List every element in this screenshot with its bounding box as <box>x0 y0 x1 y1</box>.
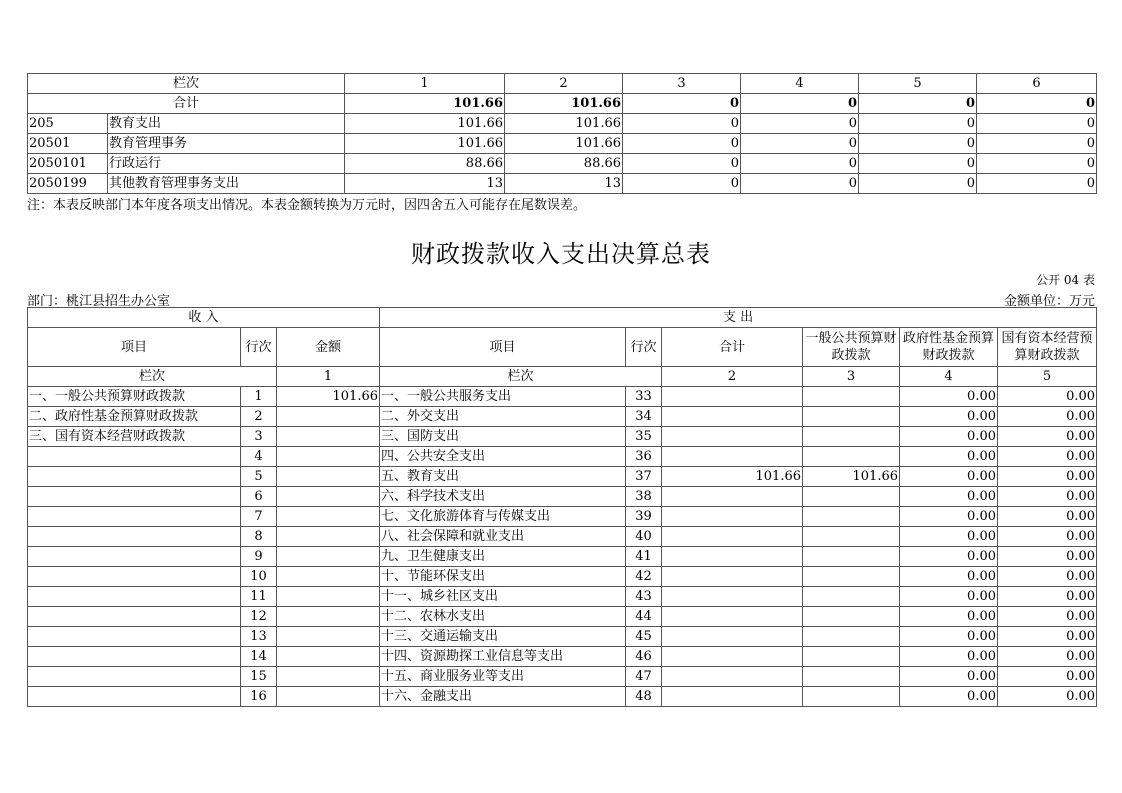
row-value: 13 <box>505 174 623 194</box>
gov-fund-value: 0.00 <box>900 487 998 507</box>
income-item <box>28 467 241 487</box>
expense-item: 十五、商业服务业等支出 <box>380 667 626 687</box>
table-row <box>28 134 1097 154</box>
expense-line: 34 <box>626 407 662 427</box>
expense-line: 39 <box>626 507 662 527</box>
department-label: 部门：桃江县招生办公室 <box>27 294 171 309</box>
income-line: 2 <box>241 407 277 427</box>
income-amount <box>277 507 380 527</box>
income-amount <box>277 407 380 427</box>
expense-item: 十一、城乡社区支出 <box>380 587 626 607</box>
expense-line: 43 <box>626 587 662 607</box>
table-row <box>28 507 1097 527</box>
expense-line: 44 <box>626 607 662 627</box>
row-value: 0 <box>859 174 977 194</box>
index-label: 栏次 <box>28 74 345 94</box>
row-name: 行政运行 <box>108 154 345 174</box>
row-value: 0 <box>741 174 859 194</box>
table-row <box>28 607 1097 627</box>
income-item <box>28 627 241 647</box>
expense-line: 35 <box>626 427 662 447</box>
state-capital-value: 0.00 <box>998 467 1097 487</box>
general-budget-value <box>803 407 900 427</box>
expense-item: 十、节能环保支出 <box>380 567 626 587</box>
gov-fund-value: 0.00 <box>900 427 998 447</box>
expense-item: 十二、农林水支出 <box>380 607 626 627</box>
table-row <box>28 687 1097 707</box>
income-amount <box>277 627 380 647</box>
income-amount: 101.66 <box>277 387 380 407</box>
gov-fund-value: 0.00 <box>900 587 998 607</box>
col-expense-line: 行次 <box>626 328 662 367</box>
expense-line: 46 <box>626 647 662 667</box>
income-amount <box>277 487 380 507</box>
income-header: 收 入 <box>28 308 380 328</box>
expense-total <box>662 507 803 527</box>
income-item <box>28 487 241 507</box>
income-line: 6 <box>241 487 277 507</box>
income-line: 8 <box>241 527 277 547</box>
expense-line: 42 <box>626 567 662 587</box>
gov-fund-value: 0.00 <box>900 647 998 667</box>
income-item: 三、国有资本经营财政拨款 <box>28 427 241 447</box>
expense-item: 十四、资源勘探工业信息等支出 <box>380 647 626 667</box>
table-note: 注：本表反映部门本年度各项支出情况。本表金额转换为万元时，因四舍五入可能存在尾数误差。 <box>27 198 587 213</box>
income-item <box>28 507 241 527</box>
row-value: 0 <box>623 174 741 194</box>
income-item <box>28 547 241 567</box>
expense-total <box>662 667 803 687</box>
total-value: 101.66 <box>505 94 623 114</box>
row-value: 0 <box>623 154 741 174</box>
expense-total <box>662 447 803 467</box>
table-row <box>28 387 1097 407</box>
expense-total <box>662 627 803 647</box>
expense-line: 38 <box>626 487 662 507</box>
expense-item: 八、社会保障和就业支出 <box>380 527 626 547</box>
income-line: 11 <box>241 587 277 607</box>
row-name: 教育支出 <box>108 114 345 134</box>
index-4: 4 <box>741 74 859 94</box>
row-value: 0 <box>741 154 859 174</box>
row-value: 0 <box>623 134 741 154</box>
expense-detail-table <box>27 73 1097 194</box>
index-2: 2 <box>662 367 803 387</box>
state-capital-value: 0.00 <box>998 547 1097 567</box>
table-row <box>28 114 1097 134</box>
row-value: 0 <box>977 114 1097 134</box>
row-value: 0 <box>977 174 1097 194</box>
general-budget-value <box>803 607 900 627</box>
row-value: 13 <box>345 174 505 194</box>
row-value: 88.66 <box>345 154 505 174</box>
income-item <box>28 607 241 627</box>
table-row <box>28 647 1097 667</box>
expense-item: 一、一般公共服务支出 <box>380 387 626 407</box>
expense-line: 48 <box>626 687 662 707</box>
table-row <box>28 467 1097 487</box>
table-row <box>28 567 1097 587</box>
table-row <box>28 667 1097 687</box>
expense-total <box>662 407 803 427</box>
expense-total <box>662 687 803 707</box>
income-amount <box>277 647 380 667</box>
expense-index-label: 栏次 <box>380 367 662 387</box>
general-budget-value <box>803 687 900 707</box>
state-capital-value: 0.00 <box>998 607 1097 627</box>
gov-fund-value: 0.00 <box>900 527 998 547</box>
expense-item: 二、外交支出 <box>380 407 626 427</box>
general-budget-value <box>803 507 900 527</box>
col-income-item: 项目 <box>28 328 241 367</box>
income-line: 3 <box>241 427 277 447</box>
general-budget-value <box>803 447 900 467</box>
expense-item: 十三、交通运输支出 <box>380 627 626 647</box>
state-capital-value: 0.00 <box>998 407 1097 427</box>
table-row <box>28 587 1097 607</box>
expense-total <box>662 487 803 507</box>
summary-rows <box>28 387 1097 707</box>
state-capital-value: 0.00 <box>998 647 1097 667</box>
expense-total <box>662 567 803 587</box>
income-item <box>28 447 241 467</box>
gov-fund-value: 0.00 <box>900 547 998 567</box>
general-budget-value <box>803 387 900 407</box>
table-row <box>28 487 1097 507</box>
table-row <box>28 407 1097 427</box>
expense-item: 四、公共安全支出 <box>380 447 626 467</box>
general-budget-value <box>803 667 900 687</box>
table-row <box>28 627 1097 647</box>
col-expense-item: 项目 <box>380 328 626 367</box>
income-line: 7 <box>241 507 277 527</box>
table-row <box>28 174 1097 194</box>
income-amount <box>277 587 380 607</box>
state-capital-value: 0.00 <box>998 427 1097 447</box>
index-4: 4 <box>900 367 998 387</box>
state-capital-value: 0.00 <box>998 507 1097 527</box>
general-budget-value: 101.66 <box>803 467 900 487</box>
income-line: 14 <box>241 647 277 667</box>
form-code: 公开 04 表 <box>1036 273 1095 287</box>
index-5: 5 <box>998 367 1097 387</box>
gov-fund-value: 0.00 <box>900 627 998 647</box>
table-row <box>28 427 1097 447</box>
expense-line: 45 <box>626 627 662 647</box>
total-value: 0 <box>741 94 859 114</box>
income-amount <box>277 467 380 487</box>
gov-fund-value: 0.00 <box>900 467 998 487</box>
income-line: 13 <box>241 627 277 647</box>
gov-fund-value: 0.00 <box>900 447 998 467</box>
index-row <box>28 74 1097 94</box>
expense-total <box>662 607 803 627</box>
income-amount <box>277 687 380 707</box>
row-value: 88.66 <box>505 154 623 174</box>
gov-fund-value: 0.00 <box>900 407 998 427</box>
col-total: 合计 <box>662 328 803 367</box>
state-capital-value: 0.00 <box>998 487 1097 507</box>
row-value: 0 <box>741 114 859 134</box>
state-capital-value: 0.00 <box>998 567 1097 587</box>
index-1: 1 <box>345 74 505 94</box>
income-line: 5 <box>241 467 277 487</box>
income-item <box>28 687 241 707</box>
index-3: 3 <box>803 367 900 387</box>
expense-line: 36 <box>626 447 662 467</box>
general-budget-value <box>803 547 900 567</box>
section-header-row <box>28 308 1097 328</box>
income-line: 9 <box>241 547 277 567</box>
income-item: 一、一般公共预算财政拨款 <box>28 387 241 407</box>
income-amount <box>277 667 380 687</box>
income-item <box>28 567 241 587</box>
income-item <box>28 647 241 667</box>
row-code: 2050199 <box>28 174 108 194</box>
expense-total <box>662 427 803 447</box>
table-row <box>28 527 1097 547</box>
expense-line: 40 <box>626 527 662 547</box>
total-label: 合计 <box>28 94 345 114</box>
state-capital-value: 0.00 <box>998 447 1097 467</box>
income-line: 1 <box>241 387 277 407</box>
total-value: 0 <box>859 94 977 114</box>
state-capital-value: 0.00 <box>998 627 1097 647</box>
index-row <box>28 367 1097 387</box>
index-3: 3 <box>623 74 741 94</box>
row-value: 0 <box>859 134 977 154</box>
general-budget-value <box>803 647 900 667</box>
expense-line: 41 <box>626 547 662 567</box>
general-budget-value <box>803 487 900 507</box>
gov-fund-value: 0.00 <box>900 667 998 687</box>
gov-fund-value: 0.00 <box>900 567 998 587</box>
expense-total <box>662 547 803 567</box>
gov-fund-value: 0.00 <box>900 607 998 627</box>
expense-item: 九、卫生健康支出 <box>380 547 626 567</box>
income-item <box>28 667 241 687</box>
income-line: 12 <box>241 607 277 627</box>
expense-item: 五、教育支出 <box>380 467 626 487</box>
row-code: 2050101 <box>28 154 108 174</box>
expense-item: 七、文化旅游体育与传媒支出 <box>380 507 626 527</box>
total-value: 0 <box>623 94 741 114</box>
state-capital-value: 0.00 <box>998 527 1097 547</box>
general-budget-value <box>803 587 900 607</box>
row-value: 0 <box>741 134 859 154</box>
table-row <box>28 547 1097 567</box>
row-value: 0 <box>623 114 741 134</box>
expense-line: 33 <box>626 387 662 407</box>
state-capital-value: 0.00 <box>998 387 1097 407</box>
income-amount <box>277 447 380 467</box>
income-line: 10 <box>241 567 277 587</box>
total-value: 101.66 <box>345 94 505 114</box>
col-state-capital: 国有资本经营预算财政拨款 <box>998 328 1097 367</box>
general-budget-value <box>803 567 900 587</box>
page-title: 财政拨款收入支出决算总表 <box>411 240 711 268</box>
row-code: 20501 <box>28 134 108 154</box>
row-code: 205 <box>28 114 108 134</box>
expense-total <box>662 587 803 607</box>
income-line: 16 <box>241 687 277 707</box>
index-2: 2 <box>505 74 623 94</box>
row-value: 101.66 <box>505 114 623 134</box>
index-6: 6 <box>977 74 1097 94</box>
expense-line: 47 <box>626 667 662 687</box>
column-header-row <box>28 328 1097 367</box>
state-capital-value: 0.00 <box>998 667 1097 687</box>
expense-header: 支 出 <box>380 308 1097 328</box>
income-amount <box>277 567 380 587</box>
income-item <box>28 527 241 547</box>
row-value: 0 <box>977 134 1097 154</box>
income-item: 二、政府性基金预算财政拨款 <box>28 407 241 427</box>
row-name: 其他教育管理事务支出 <box>108 174 345 194</box>
income-index-label: 栏次 <box>28 367 277 387</box>
state-capital-value: 0.00 <box>998 687 1097 707</box>
expense-item: 十六、金融支出 <box>380 687 626 707</box>
income-index-num: 1 <box>277 367 380 387</box>
expense-total <box>662 647 803 667</box>
expense-line: 37 <box>626 467 662 487</box>
general-budget-value <box>803 527 900 547</box>
table-row <box>28 154 1097 174</box>
gov-fund-value: 0.00 <box>900 387 998 407</box>
row-value: 0 <box>977 154 1097 174</box>
income-amount <box>277 547 380 567</box>
income-item <box>28 587 241 607</box>
row-value: 101.66 <box>345 134 505 154</box>
income-amount <box>277 607 380 627</box>
row-value: 0 <box>859 114 977 134</box>
expense-total <box>662 527 803 547</box>
income-amount <box>277 527 380 547</box>
expense-item: 六、科学技术支出 <box>380 487 626 507</box>
general-budget-value <box>803 427 900 447</box>
row-value: 101.66 <box>505 134 623 154</box>
state-capital-value: 0.00 <box>998 587 1097 607</box>
gov-fund-value: 0.00 <box>900 507 998 527</box>
col-gov-fund: 政府性基金预算财政拨款 <box>900 328 998 367</box>
col-general-budget: 一般公共预算财政拨款 <box>803 328 900 367</box>
total-value: 0 <box>977 94 1097 114</box>
summary-table <box>27 307 1097 707</box>
expense-total <box>662 387 803 407</box>
income-amount <box>277 427 380 447</box>
income-line: 15 <box>241 667 277 687</box>
unit-label: 金额单位：万元 <box>1003 294 1095 309</box>
row-name: 教育管理事务 <box>108 134 345 154</box>
expense-item: 三、国防支出 <box>380 427 626 447</box>
income-line: 4 <box>241 447 277 467</box>
total-row <box>28 94 1097 114</box>
row-value: 0 <box>859 154 977 174</box>
col-income-line: 行次 <box>241 328 277 367</box>
index-5: 5 <box>859 74 977 94</box>
col-income-amount: 金额 <box>277 328 380 367</box>
general-budget-value <box>803 627 900 647</box>
row-value: 101.66 <box>345 114 505 134</box>
gov-fund-value: 0.00 <box>900 687 998 707</box>
expense-total: 101.66 <box>662 467 803 487</box>
table-row <box>28 447 1097 467</box>
